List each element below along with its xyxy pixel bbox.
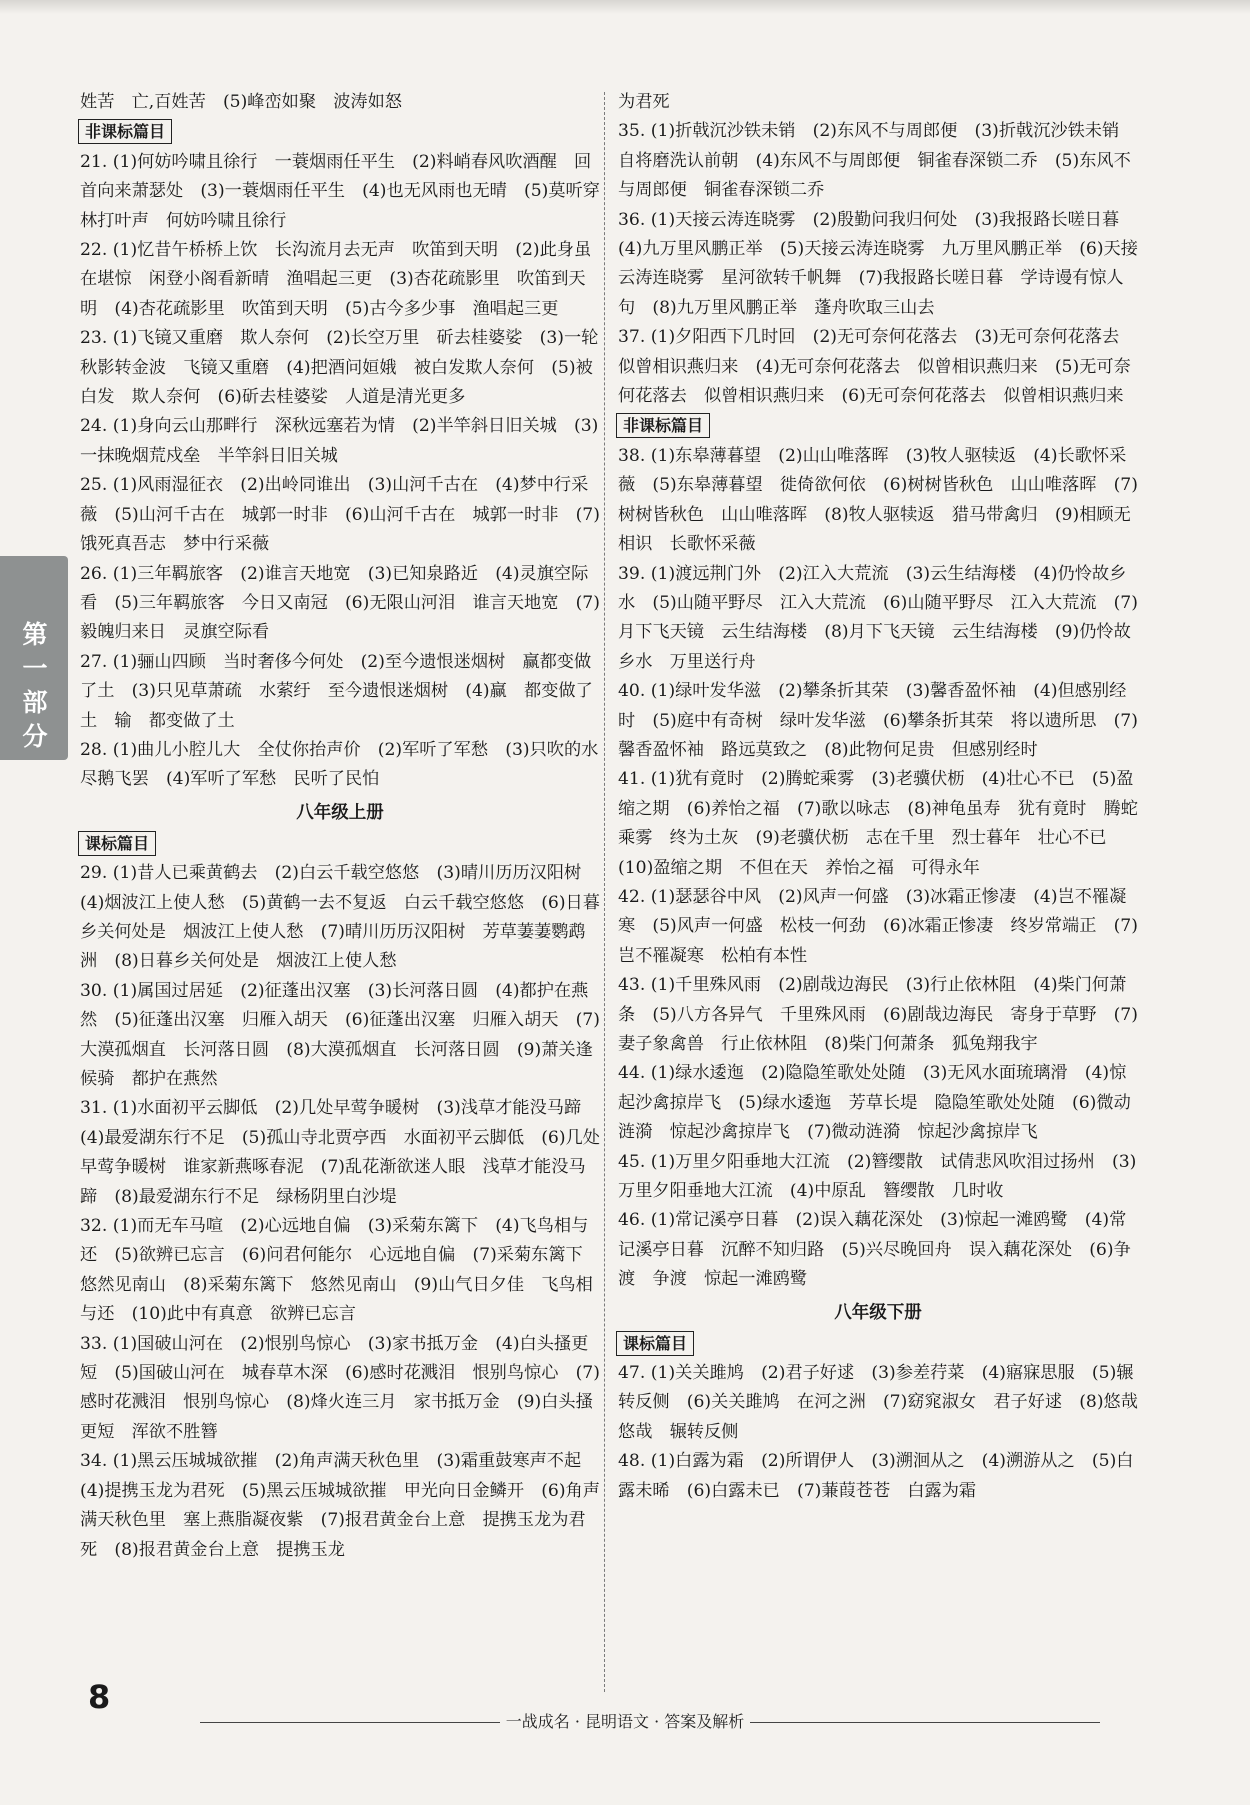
answer-item: 45. (1)万里夕阳垂地大江流 (2)簪缨散 试倩悲风吹泪过扬州 (3)万里夕阳垂地大江流 (4)中原乱 簪缨散 几时收	[618, 1151, 1137, 1202]
page-top-edge	[0, 0, 1250, 14]
section-side-tab-label: 第一部分	[22, 620, 48, 751]
answer-item: 38. (1)东皋薄暮望 (2)山山唯落晖 (3)牧人驱犊返 (4)长歌怀采薇 (5)东皋薄暮望 徙倚欲何依 (6)树树皆秋色 山山唯落晖 (7)树树皆秋色 山山唯落晖 (8)牧人驱犊返 猎马带禽归 (9)相顾无相识 长歌怀采薇	[618, 445, 1138, 555]
answer-item: 26. (1)三年羁旅客 (2)谁言天地宽 (3)已知泉路近 (4)灵旗空际看 (5)三年羁旅客 今日又南冠 (6)无限山河泪 谁言天地宽 (7)毅魄归来日 灵旗空际看	[80, 563, 600, 643]
answer-item: 44. (1)绿水逶迤 (2)隐隐笙歌处处随 (3)无风水面琉璃滑 (4)惊起沙禽掠岸飞 (5)绿水逶迤 芳草长堤 隐隐笙歌处处随 (6)微动涟漪 惊起沙禽掠岸飞 (7)微动涟漪 惊起沙禽掠岸飞	[618, 1063, 1131, 1143]
section-label: 非课标篇目	[78, 119, 172, 144]
section-label: 课标篇目	[616, 1331, 694, 1356]
answer-item: 40. (1)绿叶发华滋 (2)攀条折其荣 (3)馨香盈怀袖 (4)但感别经时 (5)庭中有奇树 绿叶发华滋 (6)攀条折其荣 将以遗所思 (7)馨香盈怀袖 路远莫致之 (8)此物何足贵 但感别经时	[618, 681, 1138, 760]
column-divider	[604, 92, 605, 1692]
answer-item: 24. (1)身向云山那畔行 深秋远塞若为情 (2)半竿斜日旧关城 (3)一抹晚烟荒戍垒 半竿斜日旧关城	[80, 416, 599, 466]
answer-item: 23. (1)飞镜又重磨 欺人奈何 (2)长空万里 斫去桂婆娑 (3)一轮秋影转金波 飞镜又重磨 (4)把酒问姮娥 被白发欺人奈何 (5)被白发 欺人奈何 (6)斫去桂婆娑 人道是清光更多	[80, 328, 599, 408]
answer-item: 39. (1)渡远荆门外 (2)江入大荒流 (3)云生结海楼 (4)仍怜故乡水 (5)山随平野尽 江入大荒流 (6)山随平野尽 江入大荒流 (7)月下飞天镜 云生结海楼 (8)月下飞天镜 云生结海楼 (9)仍怜故乡水 万里送行舟	[618, 563, 1138, 672]
answer-item: 37. (1)夕阳西下几时回 (2)无可奈何花落去 (3)无可奈何花落去 似曾相识燕归来 (4)无可奈何花落去 似曾相识燕归来 (5)无可奈何花落去 似曾相识燕归来 (6)无可奈何花落去 似曾相识燕归来	[618, 327, 1137, 407]
section-label: 非课标篇目	[616, 413, 710, 438]
answer-item: 姓苦 亡,百姓苦 (5)峰峦如聚 波涛如怒	[80, 92, 402, 112]
answer-item: 27. (1)骊山四顾 当时奢侈今何处 (2)至今遗恨迷烟树 赢都变做了土 (3)只见草萧疏 水萦纡 至今遗恨迷烟树 (4)赢 都变做了土 输 都变做了土	[80, 651, 593, 731]
answer-item: 29. (1)昔人已乘黄鹤去 (2)白云千载空悠悠 (3)晴川历历汉阳树 (4)烟波江上使人愁 (5)黄鹤一去不复返 白云千载空悠悠 (6)日暮乡关何处是 烟波江上使人愁 (7)晴川历历汉阳树 芳草萋萋鹦鹉洲 (8)日暮乡关何处是 烟波江上使人愁	[80, 863, 600, 972]
answer-item: 30. (1)属国过居延 (2)征蓬出汉塞 (3)长河落日圆 (4)都护在燕然 (5)征蓬出汉塞 归雁入胡天 (6)征蓬出汉塞 归雁入胡天 (7)大漠孤烟直 长河落日圆 (8)大漠孤烟直 长河落日圆 (9)萧关逢候骑 都护在燕然	[80, 980, 600, 1089]
answer-item: 41. (1)犹有竟时 (2)腾蛇乘雾 (3)老骥伏枥 (4)壮心不已 (5)盈缩之期 (6)养怡之福 (7)歌以咏志 (8)神龟虽寿 犹有竟时 腾蛇乘雾 终为土灰 (9)老骥伏枥 志在千里 烈士暮年 壮心不已 (10)盈缩之期 不但在天 养怡之福 可得永年	[618, 769, 1138, 878]
answer-item: 33. (1)国破山河在 (2)恨别鸟惊心 (3)家书抵万金 (4)白头搔更短 (5)国破山河在 城春草木深 (6)感时花溅泪 恨别鸟惊心 (7)感时花溅泪 恨别鸟惊心 (8)烽火连三月 家书抵万金 (9)白头搔更短 浑欲不胜簪	[80, 1333, 600, 1442]
answer-item: 21. (1)何妨吟啸且徐行 一蓑烟雨任平生 (2)料峭春风吹酒醒 回首向来萧瑟处 (3)一蓑烟雨任平生 (4)也无风雨也无晴 (5)莫听穿林打叶声 何妨吟啸且徐行	[80, 151, 600, 231]
footer-rule-right	[748, 1722, 1100, 1723]
page-number: 8	[88, 1678, 111, 1716]
answer-item: 32. (1)而无车马喧 (2)心远地自偏 (3)采菊东篱下 (4)飞鸟相与还 (5)欲辨已忘言 (6)问君何能尔 心远地自偏 (7)采菊东篱下 悠然见南山 (8)采菊东篱下 悠然见南山 (9)山气日夕佳 飞鸟相与还 (10)此中有真意 欲辨已忘言	[80, 1216, 600, 1325]
footer-text: 一战成名 · 昆明语文 · 答案及解析	[500, 1712, 751, 1731]
grade-heading: 八年级下册	[834, 1302, 922, 1323]
section-label-row	[80, 117, 600, 147]
section-label: 课标篇目	[78, 831, 156, 856]
answer-item: 43. (1)千里殊风雨 (2)剧哉边海民 (3)行止依林阻 (4)柴门何萧条 (5)八方各异气 千里殊风雨 (6)剧哉边海民 寄身于草野 (7)妻子象禽兽 行止依林阻 (8)柴门何萧条 狐兔翔我宇	[618, 975, 1138, 1054]
answer-item: 35. (1)折戟沉沙铁未销 (2)东风不与周郎便 (3)折戟沉沙铁未销 自将磨洗认前朝 (4)东风不与周郎便 铜雀春深锁二乔 (5)东风不与周郎便 铜雀春深锁二乔	[618, 121, 1137, 201]
section-label-row	[618, 1329, 1138, 1359]
answer-item: 42. (1)瑟瑟谷中风 (2)风声一何盛 (3)冰霜正惨凄 (4)岂不罹凝寒 (5)风声一何盛 松枝一何劲 (6)冰霜正惨凄 终岁常端正 (7)岂不罹凝寒 松柏有本性	[618, 886, 1138, 966]
answer-item: 34. (1)黑云压城城欲摧 (2)角声满天秋色里 (3)霜重鼓寒声不起 (4)提携玉龙为君死 (5)黑云压城城欲摧 甲光向日金鳞开 (6)角声满天秋色里 塞上燕脂凝夜紫 (7)报君黄金台上意 提携玉龙为君死 (8)报君黄金台上意 提携玉龙	[80, 1451, 600, 1560]
answer-item: 36. (1)天接云涛连晓雾 (2)殷勤问我归何处 (3)我报路长嗟日暮 (4)九万里风鹏正举 (5)天接云涛连晓雾 九万里风鹏正举 (6)天接云涛连晓雾 星河欲转千帆舞 (7)我报路长嗟日暮 学诗谩有惊人句 (8)九万里风鹏正举 蓬舟吹取三山去	[618, 209, 1138, 318]
answer-item: 31. (1)水面初平云脚低 (2)几处早莺争暖树 (3)浅草才能没马蹄 (4)最爱湖东行不足 (5)孤山寺北贾亭西 水面初平云脚低 (6)几处早莺争暖树 谁家新燕啄春泥 (7)乱花渐欲迷人眼 浅草才能没马蹄 (8)最爱湖东行不足 绿杨阴里白沙堤	[80, 1098, 600, 1207]
left-column	[80, 88, 600, 1565]
answer-item: 48. (1)白露为霜 (2)所谓伊人 (3)溯洄从之 (4)溯游从之 (5)白露未晞 (6)白露未已 (7)蒹葭苍苍 白露为霜	[618, 1451, 1134, 1501]
page-footer	[0, 1709, 1250, 1732]
answer-item: 为君死	[618, 92, 670, 112]
right-column	[618, 88, 1138, 1506]
section-side-tab	[0, 556, 68, 760]
answer-item: 47. (1)关关雎鸠 (2)君子好逑 (3)参差荇菜 (4)寤寐思服 (5)辗转反侧 (6)关关雎鸠 在河之洲 (7)窈窕淑女 君子好逑 (8)悠哉悠哉 辗转反侧	[618, 1363, 1138, 1442]
section-label-row	[618, 411, 1138, 441]
grade-heading: 八年级上册	[296, 802, 384, 823]
answer-item: 22. (1)忆昔午桥桥上饮 长沟流月去无声 吹笛到天明 (2)此身虽在堪惊 闲登小阁看新晴 渔唱起三更 (3)杏花疏影里 吹笛到天明 (4)杏花疏影里 吹笛到天明 (5)古今多少事 渔唱起三更	[80, 240, 592, 319]
answer-item: 28. (1)曲儿小腔儿大 全仗你抬声价 (2)军听了军愁 (3)只吹的水尽鹅飞罢 (4)军听了军愁 民听了民怕	[80, 739, 599, 790]
answer-item: 25. (1)风雨湿征衣 (2)出岭同谁出 (3)山河千古在 (4)梦中行采薇 (5)山河千古在 城郭一时非 (6)山河千古在 城郭一时非 (7)饿死真吾志 梦中行采薇	[80, 475, 600, 555]
answer-item: 46. (1)常记溪亭日暮 (2)误入藕花深处 (3)惊起一滩鸥鹭 (4)常记溪亭日暮 沉醉不知归路 (5)兴尽晚回舟 误入藕花深处 (6)争渡 争渡 惊起一滩鸥鹭	[618, 1210, 1131, 1290]
section-label-row	[80, 829, 600, 859]
